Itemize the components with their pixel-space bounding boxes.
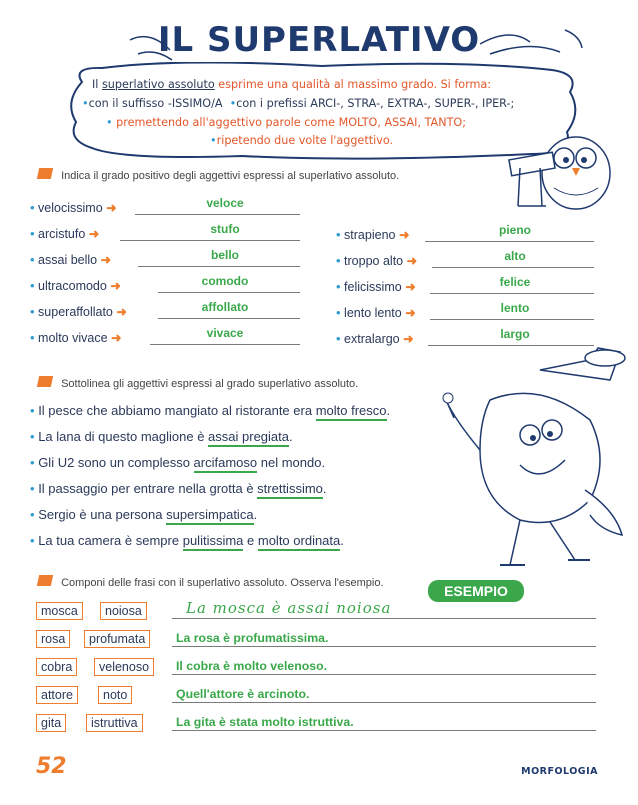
arrow-right-icon: ➜ bbox=[405, 306, 416, 320]
fish-with-top-hat-illustration bbox=[440, 340, 630, 570]
definition-line-1: Il superlativo assoluto esprime una qualità al massimo grado. Si forma: bbox=[92, 78, 492, 91]
bullet-icon: • bbox=[30, 330, 35, 345]
exercise1-item bbox=[336, 253, 417, 268]
exercise2-sentence: • La lana di questo maglione è assai pregiata. bbox=[30, 429, 293, 444]
decor-swirl-right bbox=[470, 22, 590, 62]
exercise2-sentence: • Il passaggio per entrare nella grotta è strettissimo. bbox=[30, 481, 327, 496]
word-box: noto bbox=[98, 686, 132, 704]
answer-line bbox=[150, 344, 300, 345]
example-badge: ESEMPIO bbox=[428, 580, 524, 602]
orange-marker-icon bbox=[37, 575, 53, 586]
answer-text: alto bbox=[504, 249, 526, 263]
bullet-icon: • bbox=[30, 455, 35, 470]
exercise1-item bbox=[30, 226, 99, 241]
exercise1-item bbox=[30, 252, 111, 267]
definition-line-2: •con il suffisso -ISSIMO/A •con i prefissi ARCI-, STRA-, EXTRA-, SUPER-, IPER-; bbox=[82, 97, 515, 110]
arrow-right-icon: ➜ bbox=[406, 254, 418, 268]
bullet-icon: • bbox=[30, 278, 35, 293]
answer-text: vivace bbox=[206, 326, 244, 340]
exercise1-word: molto vivace bbox=[38, 331, 108, 345]
exercise1-item bbox=[30, 304, 127, 319]
exercise1-item bbox=[336, 227, 409, 242]
orange-marker-icon bbox=[37, 376, 53, 387]
bullet-icon: • bbox=[336, 253, 341, 268]
bullet-icon: • bbox=[336, 305, 341, 320]
bullet-icon: • bbox=[336, 331, 341, 346]
bullet-icon: • bbox=[30, 533, 35, 548]
underlined-superlative[interactable]: arcifamoso bbox=[194, 455, 258, 473]
arrow-right-icon: ➜ bbox=[403, 332, 414, 346]
underlined-superlative[interactable]: supersimpatica bbox=[166, 507, 253, 525]
word-box: mosca bbox=[36, 602, 83, 620]
exercise3-instruction: Componi delle frasi con il superlativo assoluto. Osserva l'esempio. bbox=[38, 575, 384, 589]
exercise1-word: assai bello bbox=[38, 253, 98, 267]
answer-line bbox=[172, 618, 596, 619]
bullet-icon: • bbox=[30, 200, 35, 215]
answer-text: pieno bbox=[499, 223, 531, 237]
underlined-superlative[interactable]: strettissimo bbox=[257, 481, 323, 499]
exercise1-instruction: Indica il grado positivo degli aggettivi espressi al superlativo assoluto. bbox=[38, 168, 399, 182]
word-box: cobra bbox=[36, 658, 77, 676]
bullet-icon: • bbox=[336, 227, 341, 242]
answer-text: stufo bbox=[210, 222, 240, 236]
underlined-superlative[interactable]: assai pregiata bbox=[208, 429, 289, 447]
arrow-right-icon: ➜ bbox=[100, 253, 112, 267]
exercise1-word: extralargo bbox=[344, 332, 400, 346]
answer-line bbox=[135, 214, 300, 215]
answer-text: La gita è stata molto istruttiva. bbox=[176, 715, 354, 729]
exercise1-word: ultracomodo bbox=[38, 279, 107, 293]
exercise2-sentence: • Il pesce che abbiamo mangiato al ristorante era molto fresco. bbox=[30, 403, 390, 418]
word-box: profumata bbox=[84, 630, 150, 648]
orange-marker-icon bbox=[37, 168, 53, 179]
exercise2-sentence: • Gli U2 sono un complesso arcifamoso nel mondo. bbox=[30, 455, 325, 470]
word-box: rosa bbox=[36, 630, 70, 648]
exercise1-word: superaffollato bbox=[38, 305, 113, 319]
answer-text: bello bbox=[210, 248, 239, 262]
page-number: 52 bbox=[36, 754, 67, 779]
exercise2-sentence: • Sergio è una persona supersimpatica. bbox=[30, 507, 257, 522]
arrow-right-icon: ➜ bbox=[106, 201, 117, 215]
definition-line-4: •ripetendo due volte l'aggettivo. bbox=[210, 134, 394, 147]
word-box: istruttiva bbox=[86, 714, 143, 732]
definition-line-3: • premettendo all'aggettivo parole come MOLTO, ASSAI, TANTO; bbox=[106, 116, 466, 129]
answer-line bbox=[172, 646, 596, 647]
arrow-right-icon: ➜ bbox=[398, 228, 410, 242]
word-box: attore bbox=[36, 686, 78, 704]
answer-line bbox=[172, 702, 596, 703]
answer-line bbox=[158, 318, 300, 319]
exercise1-item bbox=[336, 331, 414, 346]
exercise2-instruction: Sottolinea gli aggettivi espressi al grado superlativo assoluto. bbox=[38, 376, 358, 390]
bullet-icon: • bbox=[30, 507, 35, 522]
word-box: noiosa bbox=[100, 602, 147, 620]
section-label: MORFOLOGIA bbox=[521, 766, 598, 777]
answer-line bbox=[430, 319, 594, 320]
exercise1-word: strapieno bbox=[344, 228, 396, 242]
arrow-right-icon: ➜ bbox=[111, 331, 122, 345]
bullet-icon: • bbox=[30, 226, 35, 241]
answer-text: Il cobra è molto velenoso. bbox=[176, 659, 328, 673]
answer-line bbox=[172, 730, 596, 731]
example-answer: La mosca è assai noiosa bbox=[186, 599, 392, 617]
exercise1-word: lento lento bbox=[344, 306, 402, 320]
word-box: velenoso bbox=[94, 658, 154, 676]
exercise2-sentence: • La tua camera è sempre pulitissima e molto ordinata. bbox=[30, 533, 344, 548]
answer-text: felice bbox=[499, 275, 531, 289]
answer-text: veloce bbox=[206, 196, 244, 210]
answer-line bbox=[158, 292, 300, 293]
exercise1-item bbox=[30, 330, 122, 345]
arrow-right-icon: ➜ bbox=[88, 227, 100, 241]
exercise1-item bbox=[336, 279, 416, 294]
exercise1-item bbox=[30, 200, 117, 215]
exercise1-word: felicissimo bbox=[344, 280, 402, 294]
underlined-superlative[interactable]: pulitissima bbox=[183, 533, 244, 551]
word-box: gita bbox=[36, 714, 66, 732]
answer-line bbox=[425, 241, 594, 242]
answer-text: Quell'attore è arcinoto. bbox=[176, 687, 310, 701]
page-title: IL SUPERLATIVO bbox=[157, 20, 481, 60]
answer-text: La rosa è profumatissima. bbox=[176, 631, 329, 645]
arrow-right-icon: ➜ bbox=[405, 280, 416, 294]
answer-text: largo bbox=[500, 327, 530, 341]
answer-text: comodo bbox=[201, 274, 249, 288]
underlined-superlative[interactable]: molto ordinata bbox=[258, 533, 340, 551]
bullet-icon: • bbox=[30, 481, 35, 496]
answer-text: lento bbox=[500, 301, 530, 315]
answer-line bbox=[138, 266, 300, 267]
bullet-icon: • bbox=[336, 279, 341, 294]
arrow-right-icon: ➜ bbox=[116, 305, 127, 319]
bullet-icon: • bbox=[30, 304, 35, 319]
underlined-superlative[interactable]: molto fresco bbox=[316, 403, 387, 421]
bullet-icon: • bbox=[30, 252, 35, 267]
exercise1-word: velocissimo bbox=[38, 201, 103, 215]
exercise1-word: troppo alto bbox=[344, 254, 404, 268]
bullet-icon: • bbox=[30, 429, 35, 444]
bullet-icon: • bbox=[30, 403, 35, 418]
answer-line bbox=[432, 267, 594, 268]
arrow-right-icon: ➜ bbox=[110, 279, 121, 293]
owl-illustration bbox=[506, 118, 626, 218]
answer-line bbox=[172, 674, 596, 675]
exercise1-item bbox=[30, 278, 121, 293]
exercise1-word: arcistufo bbox=[38, 227, 86, 241]
answer-line bbox=[120, 240, 300, 241]
answer-text: affollato bbox=[201, 300, 249, 314]
answer-line bbox=[430, 293, 594, 294]
exercise1-item bbox=[336, 305, 416, 320]
